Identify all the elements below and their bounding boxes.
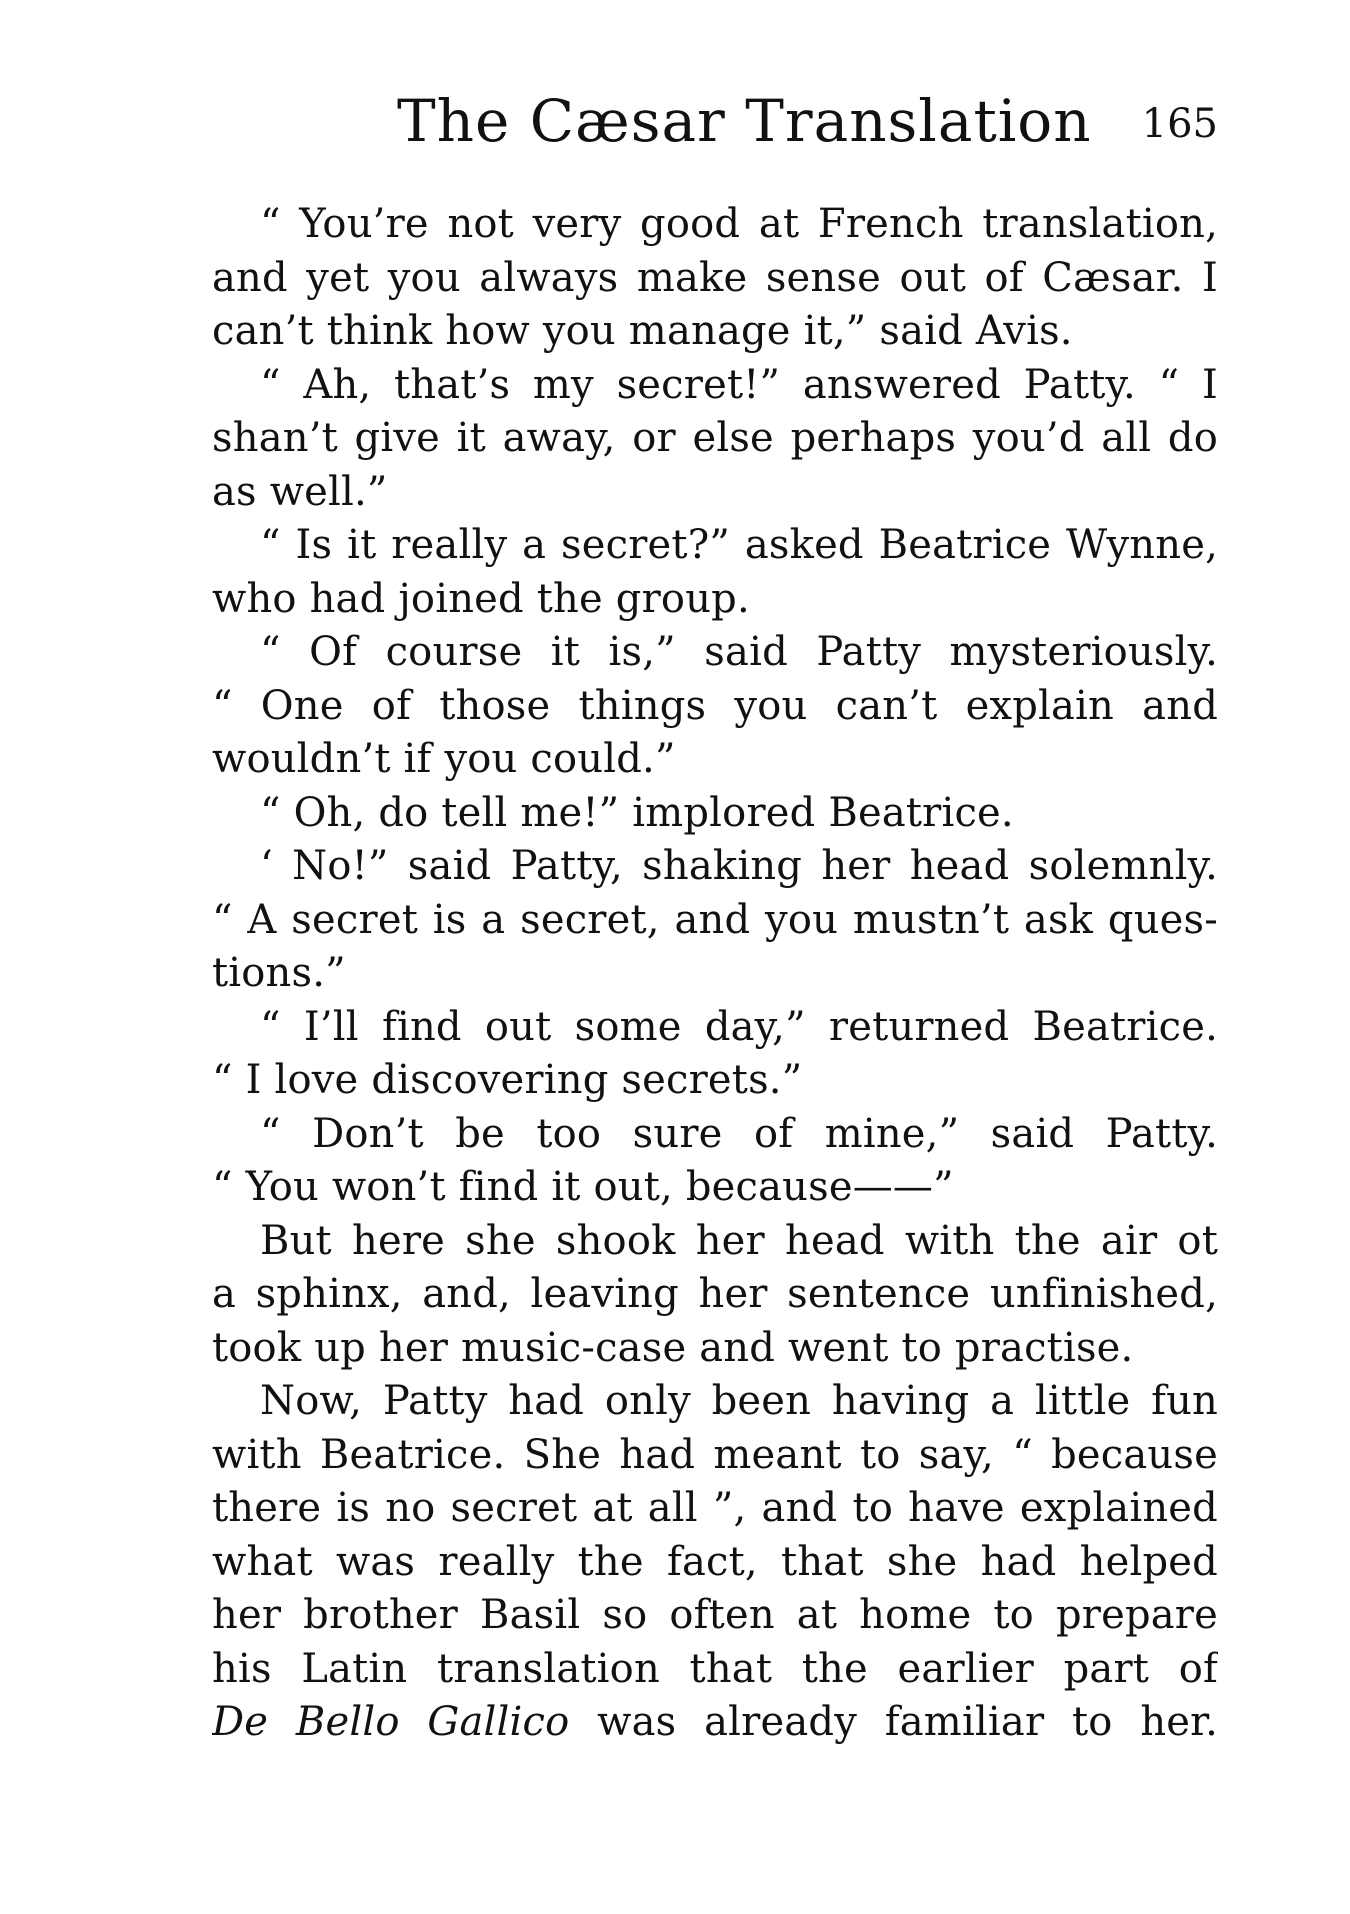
text-line: shan’t give it away, or else perhaps you’d all do — [212, 415, 1218, 461]
text-line: But here she shook her head with the air ot — [260, 1217, 1218, 1264]
paragraph-4 — [212, 626, 1218, 787]
text-line: with Beatrice. She had meant to say, “ because — [212, 1431, 1218, 1478]
paragraph-8 — [212, 1108, 1218, 1215]
text-line: his Latin translation that the earlier part of — [212, 1645, 1218, 1692]
text-line: “ Don’t be too sure of mine,” said Patty. — [260, 1110, 1218, 1157]
text-line: what was really the fact, that she had helped — [212, 1538, 1218, 1585]
text-line: took up her music-case and went to practise. — [212, 1324, 1134, 1371]
paragraph-3 — [212, 519, 1218, 626]
body-text — [212, 198, 1218, 1750]
text-line: “ Is it really a secret?” asked Beatrice Wynne, — [260, 522, 1218, 568]
text-line: “ Of course it is,” said Patty mysteriously. — [260, 629, 1218, 675]
text-line: a sphinx, and, leaving her sentence unfinished, — [212, 1271, 1218, 1317]
paragraph-10 — [212, 1375, 1218, 1750]
paragraph-1 — [212, 198, 1218, 359]
text-line: there is no secret at all ”, and to have explained — [212, 1485, 1218, 1531]
text-line: “ A secret is a secret, and you mustn’t ask ques- — [212, 896, 1218, 943]
line-remainder: was already familiar to her. — [569, 1699, 1218, 1745]
text-line: and yet you always make sense out of Cæsar. I — [212, 254, 1218, 301]
book-title-italic: De Bello Gallico — [212, 1699, 570, 1745]
paragraph-2 — [212, 359, 1218, 520]
running-title: The Cæsar Translation — [397, 87, 1092, 155]
text-line: “ I’ll find out some day,” returned Beatrice. — [260, 1003, 1218, 1050]
paragraph-6 — [212, 840, 1218, 1001]
text-line: ‘ No!” said Patty, shaking her head solemnly. — [260, 843, 1218, 889]
paragraph-9 — [212, 1215, 1218, 1376]
text-line: wouldn’t if you could.” — [212, 736, 676, 782]
text-line: who had joined the group. — [212, 575, 750, 622]
text-line: “ I love discovering secrets.” — [212, 1057, 803, 1103]
text-line — [212, 1696, 1218, 1750]
text-line: can’t think how you manage it,” said Avis. — [212, 308, 1073, 354]
text-line: her brother Basil so often at home to prepare — [212, 1592, 1218, 1638]
text-line: “ Oh, do tell me!” implored Beatrice. — [260, 789, 1014, 836]
text-line: Now, Patty had only been having a little fun — [260, 1378, 1218, 1424]
text-line: “ Ah, that’s my secret!” answered Patty. “ I — [260, 361, 1218, 408]
text-line: tions.” — [212, 950, 346, 996]
paragraph-7 — [212, 1001, 1218, 1108]
text-line: as well.” — [212, 468, 388, 515]
paragraph-5 — [212, 787, 1218, 841]
text-line: “ You’re not very good at French translation, — [260, 201, 1218, 247]
text-line: “ You won’t find it out, because——” — [212, 1164, 954, 1210]
page-number: 165 — [1141, 101, 1218, 147]
text-line: “ One of those things you can’t explain and — [212, 682, 1218, 729]
page-header — [212, 87, 1218, 164]
